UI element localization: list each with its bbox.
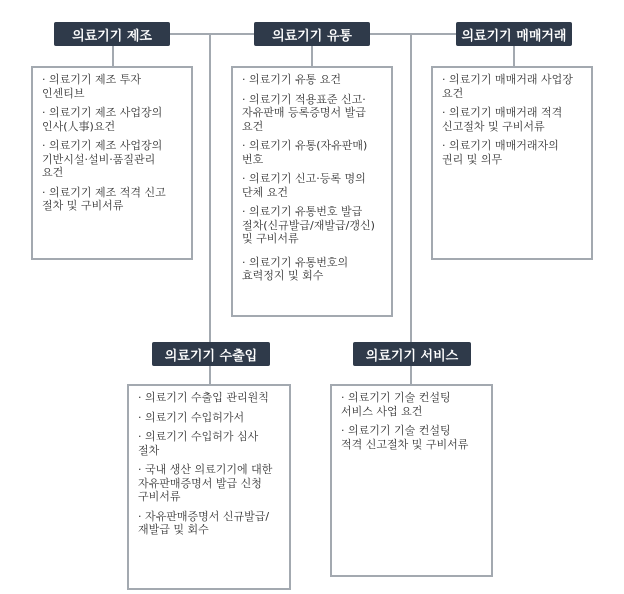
list-item: · 의료기기 매매거래자의 권리 및 의무 (442, 139, 559, 166)
list-item: · 의료기기 신고·등록 명의 단체 요건 (242, 172, 366, 199)
list-item: · 국내 생산 의료기기에 대한 자유판매증명서 발급 신청 구비서류 (138, 463, 273, 503)
list-item: · 자유판매증명서 신규발급/ 재발급 및 회수 (138, 509, 270, 536)
header-distribution: 의료기기 유통 (254, 22, 370, 46)
box-import-export (127, 384, 291, 590)
list-item: · 의료기기 유통 요건 (242, 73, 341, 86)
list-item: · 의료기기 유통번호 발급 절차(신규발급/재발급/갱신) 및 구비서류 (242, 205, 375, 245)
list-item: · 의료기기 제조 투자 인센티브 (42, 73, 141, 100)
list-item: · 의료기기 매매거래 사업장 요건 (442, 73, 573, 100)
header-trade: 의료기기 매매거래 (456, 22, 572, 46)
box-service (330, 384, 493, 577)
box-distribution (231, 66, 393, 317)
list-item: · 의료기기 기술 컨설팅 적격 신고절차 및 구비서류 (341, 424, 469, 451)
list-item: · 의료기기 수입허가 심사 절차 (138, 430, 259, 457)
list-item: · 의료기기 매매거래 적격 신고절차 및 구비서류 (442, 106, 563, 133)
header-import-export: 의료기기 수출입 (152, 342, 270, 366)
list-item: · 의료기기 제조 사업장의 인사(人事)요건 (42, 106, 163, 133)
list-item: · 의료기기 제조 적격 신고 절차 및 구비서류 (42, 185, 166, 212)
list-item: · 의료기기 유통(자유판매) 번호 (242, 139, 368, 166)
box-manufacture (31, 66, 193, 260)
header-service: 의료기기 서비스 (353, 342, 471, 366)
list-item: · 의료기기 유통번호의 효력정지 및 회수 (242, 255, 349, 282)
header-manufacture: 의료기기 제조 (54, 22, 170, 46)
list-item: · 의료기기 적용표준 신고· 자유판매 등록증명서 발급 요건 (242, 92, 366, 133)
list-item: · 의료기기 수출입 관리원칙 (138, 391, 269, 404)
list-item: · 의료기기 제조 사업장의 기반시설·설비·품질관리 요건 (42, 139, 163, 179)
box-trade (431, 66, 593, 260)
list-item: · 의료기기 수입허가서 (138, 410, 245, 424)
list-item: · 의료기기 기술 컨설팅 서비스 사업 요건 (341, 391, 451, 418)
